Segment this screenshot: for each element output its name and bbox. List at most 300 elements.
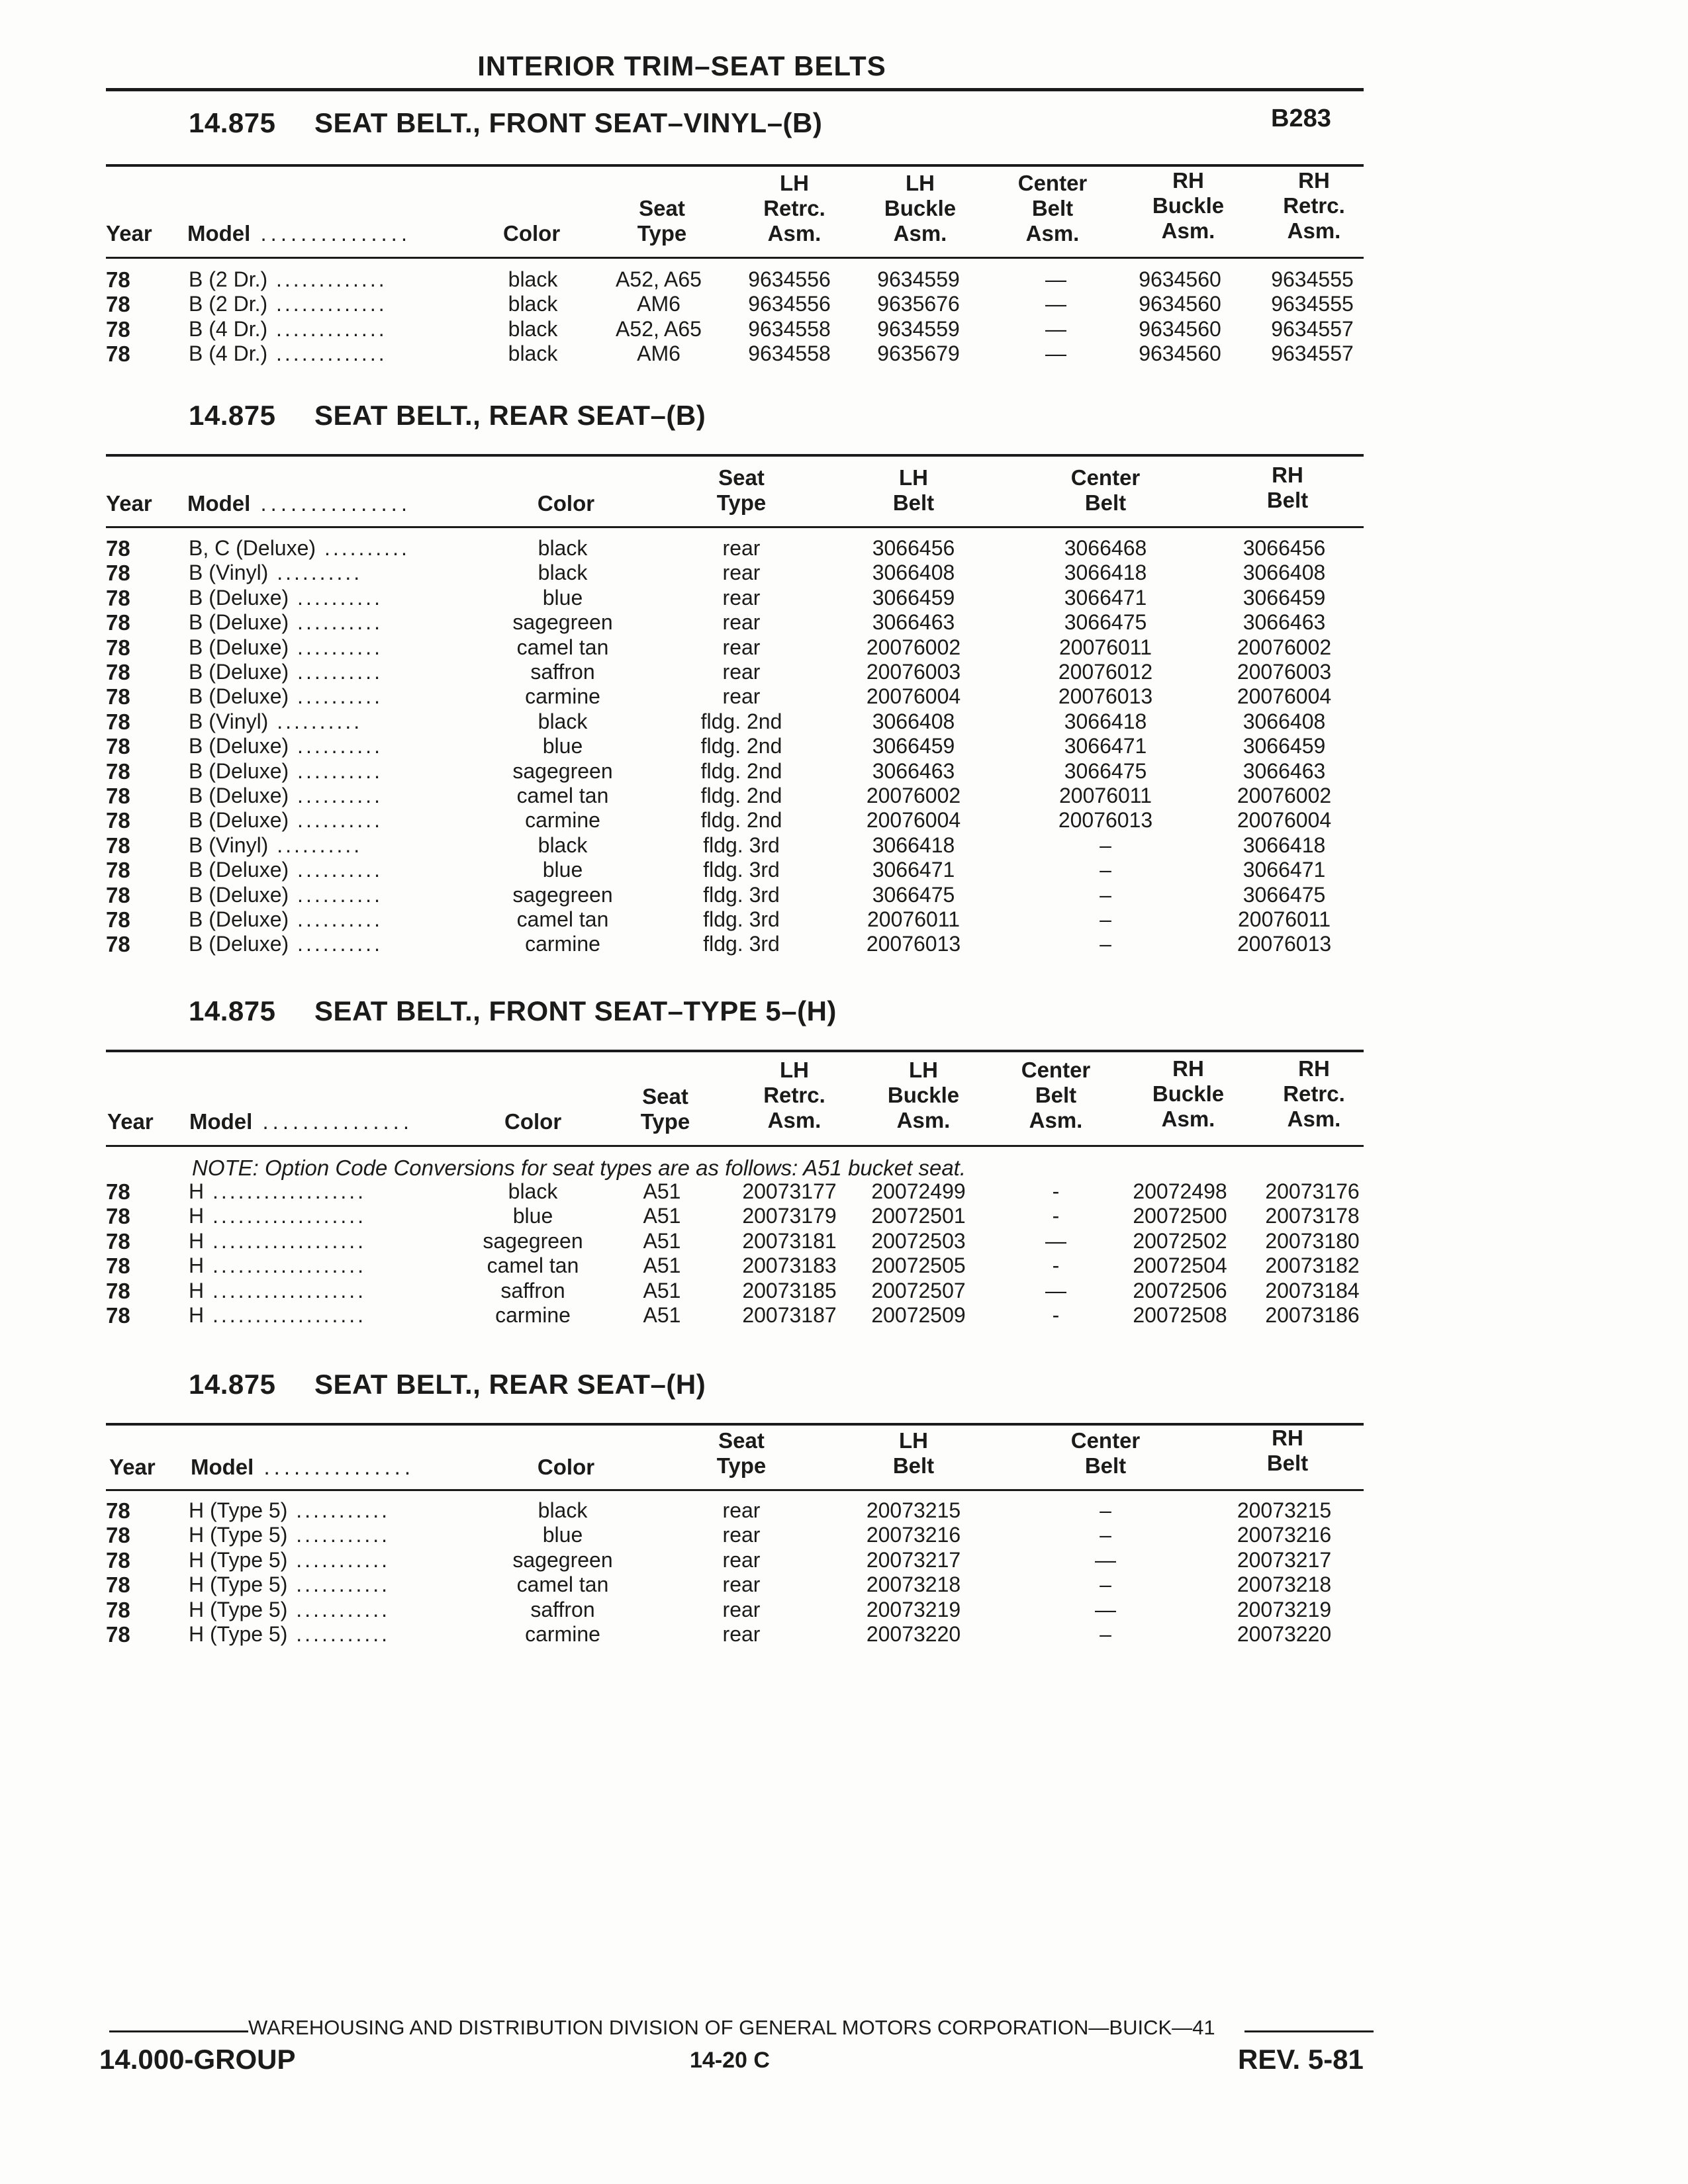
model-cell: B (Vinyl) .......... — [189, 561, 363, 585]
section-code: B283 — [1271, 105, 1331, 132]
center-belt-cell: 20076013 — [1058, 808, 1153, 833]
footer-rule-right — [1244, 2030, 1374, 2032]
model-cell: B (Deluxe) .......... — [189, 808, 383, 833]
seat-type-cell: rear — [722, 610, 761, 635]
footer-group: 14.000-GROUP — [99, 2044, 296, 2075]
seat-type-cell: rear — [722, 1523, 761, 1547]
lh-retrc-cell: 20073181 — [742, 1228, 837, 1253]
model-cell: B (Vinyl) .......... — [189, 833, 363, 857]
rh-retrc-cell: 9634557 — [1271, 341, 1354, 365]
center-belt-cell: – — [1100, 1572, 1111, 1597]
year-cell: 78 — [106, 341, 130, 366]
color-cell: sagegreen — [512, 1547, 613, 1572]
seat-type-cell: A52, A65 — [616, 267, 702, 291]
section-3-header-rule — [106, 1145, 1364, 1147]
model-cell: H .................. — [189, 1278, 367, 1302]
year-cell: 78 — [106, 833, 130, 858]
table-row — [0, 709, 1688, 734]
color-cell: saffron — [500, 1278, 565, 1302]
section-4-header-rule — [106, 1489, 1364, 1491]
rh-belt-cell: 20073218 — [1237, 1572, 1332, 1597]
lh-belt-cell: 20076003 — [866, 660, 961, 684]
seat-type-cell: rear — [722, 1498, 761, 1522]
color-cell: sagegreen — [512, 758, 613, 783]
model-cell: H (Type 5) ........... — [189, 1597, 391, 1621]
rh-belt-cell: 20073219 — [1237, 1597, 1332, 1621]
seat-type-cell: rear — [722, 536, 761, 560]
hdr-rh-retrc: RH Retrc. Asm. — [1283, 1056, 1345, 1131]
center-belt-cell: 3066418 — [1064, 561, 1147, 585]
color-cell: blue — [542, 1523, 583, 1547]
color-cell: carmine — [525, 808, 600, 833]
lh-retrc-cell: 9634558 — [748, 316, 831, 341]
table-row — [0, 808, 1688, 833]
rh-buckle-cell: 20072500 — [1133, 1204, 1227, 1228]
lh-buckle-cell: 9634559 — [877, 316, 960, 341]
hdr-model: Model ............... — [187, 221, 412, 246]
table-row — [0, 1279, 1688, 1303]
seat-type-cell: fldg. 2nd — [700, 784, 782, 807]
year-cell: 78 — [106, 292, 130, 317]
model-cell: H (Type 5) ........... — [189, 1572, 391, 1597]
table-row — [0, 932, 1688, 956]
table-row — [0, 292, 1688, 316]
hdr-lh-belt: LH Belt — [892, 1428, 935, 1478]
rh-retrc-cell: 20073180 — [1265, 1228, 1360, 1253]
hdr-year: Year — [106, 221, 152, 246]
rh-belt-cell: 20073217 — [1237, 1547, 1332, 1572]
hdr-rh-retrc: RH Retrc. Asm. — [1283, 168, 1345, 243]
footer-rule-left — [109, 2030, 248, 2032]
rh-belt-cell: 3066463 — [1243, 610, 1326, 635]
rh-belt-cell: 3066418 — [1243, 833, 1326, 857]
table-row — [0, 317, 1688, 341]
rh-belt-cell: 3066408 — [1243, 561, 1326, 585]
hdr-color: Color — [503, 221, 561, 246]
seat-type-cell: A52, A65 — [616, 316, 702, 341]
center-belt-cell: — — [1045, 1228, 1066, 1253]
year-cell: 78 — [106, 1228, 130, 1253]
rh-belt-cell: 20076002 — [1237, 635, 1332, 659]
color-cell: carmine — [525, 932, 600, 956]
rh-retrc-cell: 20073186 — [1265, 1303, 1360, 1327]
section-heading: SEAT BELT., FRONT SEAT–VINYL–(B) — [314, 107, 823, 138]
seat-type-cell: rear — [722, 1622, 761, 1646]
model-cell: H (Type 5) ........... — [189, 1622, 391, 1646]
color-cell: sagegreen — [512, 610, 613, 635]
seat-type-cell: fldg. 2nd — [700, 808, 782, 833]
model-cell: B (Deluxe) .......... — [189, 932, 383, 956]
hdr-seat-type: Seat Type — [640, 1084, 690, 1134]
seat-type-cell: rear — [722, 1597, 761, 1621]
seat-type-cell: fldg. 2nd — [700, 709, 782, 733]
lh-belt-cell: 3066456 — [872, 536, 955, 560]
section-heading: SEAT BELT., FRONT SEAT–TYPE 5–(H) — [314, 995, 837, 1026]
center-belt-cell: 20076012 — [1058, 660, 1153, 684]
rh-belt-cell: 3066456 — [1243, 536, 1326, 560]
lh-buckle-cell: 20072499 — [871, 1179, 966, 1203]
hdr-color: Color — [504, 1109, 562, 1134]
center-belt-cell: – — [1100, 907, 1111, 931]
color-cell: black — [508, 292, 558, 316]
seat-type-cell: AM6 — [637, 341, 680, 365]
rh-belt-cell: 20076011 — [1238, 907, 1331, 931]
color-cell: sagegreen — [512, 882, 613, 907]
model-cell: B (Deluxe) .......... — [189, 858, 383, 882]
center-belt-cell: 20076011 — [1059, 784, 1152, 807]
color-cell: black — [538, 709, 588, 733]
color-cell: carmine — [525, 1622, 600, 1646]
year-cell: 78 — [106, 1572, 130, 1598]
section-2-rule — [106, 454, 1364, 457]
table-row — [0, 833, 1688, 858]
hdr-seat-type: Seat Type — [637, 196, 687, 246]
section-3-rule — [106, 1050, 1364, 1052]
hdr-center-belt: Center Belt Asm. — [1021, 1058, 1091, 1132]
lh-belt-cell: 3066408 — [872, 561, 955, 585]
year-cell: 78 — [106, 1498, 130, 1523]
lh-belt-cell: 3066475 — [872, 882, 955, 907]
model-cell: H (Type 5) ........... — [189, 1547, 391, 1572]
lh-buckle-cell: 20072501 — [871, 1204, 966, 1228]
rh-belt-cell: 20076004 — [1237, 808, 1332, 833]
color-cell: black — [538, 833, 588, 857]
center-belt-cell: – — [1100, 1523, 1111, 1547]
table-row — [0, 1598, 1688, 1622]
hdr-lh-buckle: LH Buckle Asm. — [884, 171, 957, 246]
table-row — [0, 1622, 1688, 1647]
year-cell: 78 — [106, 882, 130, 907]
rh-belt-cell: 20073220 — [1237, 1622, 1332, 1646]
year-cell: 78 — [106, 684, 130, 709]
year-cell: 78 — [106, 610, 130, 635]
color-cell: blue — [512, 1204, 553, 1228]
model-cell: B (Deluxe) .......... — [189, 585, 383, 610]
rh-belt-cell: 20073216 — [1237, 1523, 1332, 1547]
center-belt-cell: 3066475 — [1064, 758, 1147, 783]
model-cell: B, C (Deluxe) .......... — [189, 536, 410, 560]
year-cell: 78 — [106, 1597, 130, 1622]
table-row — [0, 1204, 1688, 1228]
color-cell: black — [508, 341, 558, 365]
hdr-year: Year — [109, 1455, 156, 1479]
center-belt-cell: — — [1045, 316, 1066, 341]
lh-belt-cell: 20073217 — [866, 1547, 961, 1572]
hdr-rh-buckle: RH Buckle Asm. — [1152, 1056, 1225, 1131]
hdr-center-belt: Center Belt Asm. — [1017, 171, 1088, 246]
model-cell: H .................. — [189, 1179, 367, 1203]
table-row — [0, 1572, 1688, 1597]
center-belt-cell: - — [1052, 1253, 1060, 1278]
lh-belt-cell: 20073215 — [866, 1498, 961, 1522]
center-belt-cell: — — [1045, 267, 1066, 291]
section-heading: SEAT BELT., REAR SEAT–(H) — [314, 1369, 706, 1400]
lh-buckle-cell: 9635676 — [877, 292, 960, 316]
seat-type-cell: fldg. 2nd — [700, 758, 782, 783]
center-belt-cell: – — [1100, 1622, 1111, 1646]
model-cell: H (Type 5) ........... — [189, 1523, 391, 1547]
model-cell: B (4 Dr.) ............. — [189, 316, 387, 341]
rh-buckle-cell: 20072498 — [1133, 1179, 1227, 1203]
model-cell: H .................. — [189, 1303, 367, 1327]
table-row — [0, 586, 1688, 610]
hdr-year: Year — [106, 491, 152, 516]
seat-type-cell: rear — [722, 1547, 761, 1572]
year-cell: 78 — [106, 808, 130, 833]
lh-belt-cell: 20076002 — [866, 635, 961, 659]
table-row — [0, 684, 1688, 709]
rh-belt-cell: 20073215 — [1237, 1498, 1332, 1522]
year-cell: 78 — [106, 1204, 130, 1229]
rh-buckle-cell: 20072502 — [1133, 1228, 1227, 1253]
color-cell: blue — [542, 585, 583, 610]
table-row — [0, 734, 1688, 758]
year-cell: 78 — [106, 858, 130, 883]
page-title: INTERIOR TRIM–SEAT BELTS — [477, 50, 886, 81]
model-cell: B (Deluxe) .......... — [189, 882, 383, 907]
table-row — [0, 1523, 1688, 1547]
center-belt-cell: 3066475 — [1064, 610, 1147, 635]
table-row — [0, 660, 1688, 684]
year-cell: 78 — [106, 267, 130, 292]
center-belt-cell: — — [1045, 341, 1066, 365]
seat-type-cell: fldg. 3rd — [703, 932, 780, 956]
seat-type-cell: AM6 — [637, 292, 680, 316]
rh-buckle-cell: 9634560 — [1139, 267, 1221, 291]
rh-retrc-cell: 9634555 — [1271, 267, 1354, 291]
seat-type-cell: A51 — [643, 1253, 681, 1278]
year-cell: 78 — [106, 660, 130, 684]
center-belt-cell: 20076011 — [1059, 635, 1152, 659]
rh-retrc-cell: 9634557 — [1271, 316, 1354, 341]
color-cell: saffron — [530, 1597, 595, 1621]
seat-type-cell: fldg. 3rd — [703, 907, 780, 931]
rh-belt-cell: 3066459 — [1243, 585, 1326, 610]
seat-type-cell: rear — [722, 660, 761, 684]
rh-buckle-cell: 20072506 — [1133, 1278, 1227, 1302]
rh-retrc-cell: 20073182 — [1265, 1253, 1360, 1278]
seat-type-cell: fldg. 3rd — [703, 882, 780, 907]
color-cell: camel tan — [516, 907, 609, 931]
model-cell: H .................. — [189, 1228, 367, 1253]
model-cell: H .................. — [189, 1253, 367, 1278]
center-belt-cell: – — [1100, 932, 1111, 956]
lh-belt-cell: 3066418 — [872, 833, 955, 857]
model-cell: B (2 Dr.) ............. — [189, 267, 387, 291]
color-cell: black — [508, 1179, 558, 1203]
lh-belt-cell: 20073216 — [866, 1523, 961, 1547]
section-1-header-rule — [106, 257, 1364, 259]
center-belt-cell: – — [1100, 833, 1111, 857]
seat-type-cell: A51 — [643, 1179, 681, 1203]
table-row — [0, 267, 1688, 292]
rh-retrc-cell: 20073184 — [1265, 1278, 1360, 1302]
center-belt-cell: – — [1100, 882, 1111, 907]
section-number: 14.875 — [189, 1369, 276, 1400]
model-cell: B (2 Dr.) ............. — [189, 292, 387, 316]
hdr-seat-type: Seat Type — [716, 1428, 767, 1478]
color-cell: camel tan — [516, 635, 609, 659]
center-belt-cell: 3066471 — [1064, 585, 1147, 610]
color-cell: black — [538, 561, 588, 585]
section-1-title — [189, 107, 822, 139]
table-row — [0, 858, 1688, 882]
seat-type-cell: rear — [722, 585, 761, 610]
lh-buckle-cell: 20072507 — [871, 1278, 966, 1302]
hdr-lh-belt: LH Belt — [892, 465, 935, 515]
seat-type-cell: rear — [722, 1572, 761, 1597]
lh-belt-cell: 3066463 — [872, 610, 955, 635]
center-belt-cell: 3066471 — [1064, 734, 1147, 758]
lh-belt-cell: 20076004 — [866, 808, 961, 833]
section-number: 14.875 — [189, 107, 276, 138]
color-cell: camel tan — [516, 784, 609, 807]
year-cell: 78 — [106, 1179, 130, 1204]
section-2-title — [189, 400, 706, 432]
model-cell: H .................. — [189, 1204, 367, 1228]
center-belt-cell: - — [1052, 1179, 1060, 1203]
table-row — [0, 759, 1688, 784]
seat-type-cell: rear — [722, 561, 761, 585]
model-cell: B (Deluxe) .......... — [189, 610, 383, 635]
year-cell: 78 — [106, 1622, 130, 1647]
rh-buckle-cell: 9634560 — [1139, 341, 1221, 365]
lh-retrc-cell: 20073187 — [742, 1303, 837, 1327]
section-number: 14.875 — [189, 995, 276, 1026]
color-cell: blue — [542, 734, 583, 758]
title-rule — [106, 88, 1364, 91]
table-row — [0, 1303, 1688, 1328]
color-cell: black — [508, 267, 558, 291]
color-cell: blue — [542, 858, 583, 882]
color-cell: saffron — [530, 660, 595, 684]
hdr-lh-retrc: LH Retrc. Asm. — [763, 1058, 825, 1132]
lh-belt-cell: 3066471 — [872, 858, 955, 882]
rh-belt-cell: 3066459 — [1243, 734, 1326, 758]
lh-belt-cell: 3066408 — [872, 709, 955, 733]
footer-revision: REV. 5-81 — [1238, 2044, 1364, 2075]
year-cell: 78 — [106, 758, 130, 784]
seat-type-cell: fldg. 3rd — [703, 833, 780, 857]
hdr-lh-buckle: LH Buckle Asm. — [887, 1058, 960, 1132]
rh-belt-cell: 3066475 — [1243, 882, 1326, 907]
lh-belt-cell: 20073219 — [866, 1597, 961, 1621]
color-cell: camel tan — [487, 1253, 579, 1278]
section-3-title — [189, 995, 837, 1027]
model-cell: B (Vinyl) .......... — [189, 709, 363, 733]
model-cell: B (Deluxe) .......... — [189, 907, 383, 931]
rh-belt-cell: 3066463 — [1243, 758, 1326, 783]
year-cell: 78 — [106, 784, 130, 808]
seat-type-cell: fldg. 3rd — [703, 858, 780, 882]
table-row — [0, 561, 1688, 585]
hdr-center-belt: Center Belt — [1070, 1428, 1141, 1478]
lh-buckle-cell: 9635679 — [877, 341, 960, 365]
year-cell: 78 — [106, 1523, 130, 1548]
lh-belt-cell: 20076002 — [866, 784, 961, 807]
hdr-rh-belt: RH Belt — [1266, 1426, 1309, 1475]
center-belt-cell: 20076013 — [1058, 684, 1153, 709]
rh-buckle-cell: 9634560 — [1139, 316, 1221, 341]
rh-belt-cell: 20076013 — [1237, 932, 1332, 956]
year-cell: 78 — [106, 1303, 130, 1328]
model-cell: B (Deluxe) .......... — [189, 660, 383, 684]
section-4-rule — [106, 1423, 1364, 1426]
center-belt-cell: – — [1100, 1498, 1111, 1522]
rh-belt-cell: 3066408 — [1243, 709, 1326, 733]
section-2-header-rule — [106, 526, 1364, 528]
hdr-color: Color — [537, 491, 595, 516]
model-cell: B (Deluxe) .......... — [189, 784, 383, 807]
table-row — [0, 1179, 1688, 1204]
year-cell: 78 — [106, 709, 130, 734]
model-cell: B (Deluxe) .......... — [189, 734, 383, 758]
rh-retrc-cell: 9634555 — [1271, 292, 1354, 316]
seat-type-cell: A51 — [643, 1204, 681, 1228]
lh-belt-cell: 20073218 — [866, 1572, 961, 1597]
year-cell: 78 — [106, 1253, 130, 1279]
lh-retrc-cell: 9634558 — [748, 341, 831, 365]
lh-belt-cell: 20076011 — [867, 907, 960, 931]
hdr-model: Model ............... — [189, 1109, 414, 1134]
rh-retrc-cell: 20073176 — [1265, 1179, 1360, 1203]
lh-retrc-cell: 20073185 — [742, 1278, 837, 1302]
year-cell: 78 — [106, 585, 130, 610]
model-cell: B (4 Dr.) ............. — [189, 341, 387, 365]
center-belt-cell: — — [1045, 292, 1066, 316]
table-row — [0, 610, 1688, 635]
lh-belt-cell: 3066463 — [872, 758, 955, 783]
seat-type-cell: A51 — [643, 1278, 681, 1302]
model-cell: H (Type 5) ........... — [189, 1498, 391, 1522]
center-belt-cell: – — [1100, 858, 1111, 882]
color-cell: sagegreen — [483, 1228, 583, 1253]
table-row — [0, 341, 1688, 366]
option-code-note: NOTE: Option Code Conversions for seat types are as follows: A51 bucket seat. — [192, 1156, 966, 1180]
hdr-model: Model ............... — [187, 491, 412, 516]
rh-belt-cell: 20076003 — [1237, 660, 1332, 684]
year-cell: 78 — [106, 635, 130, 660]
color-cell: black — [538, 1498, 588, 1522]
table-row — [0, 883, 1688, 907]
center-belt-cell: — — [1095, 1547, 1116, 1572]
year-cell: 78 — [106, 734, 130, 759]
year-cell: 78 — [106, 536, 130, 561]
table-row — [0, 1498, 1688, 1523]
center-belt-cell: - — [1052, 1204, 1060, 1228]
year-cell: 78 — [106, 932, 130, 957]
rh-belt-cell: 20076004 — [1237, 684, 1332, 709]
year-cell: 78 — [106, 1278, 130, 1303]
lh-belt-cell: 20073220 — [866, 1622, 961, 1646]
rh-belt-cell: 20076002 — [1237, 784, 1332, 807]
year-cell: 78 — [106, 1547, 130, 1572]
hdr-seat-type: Seat Type — [716, 465, 767, 515]
color-cell: black — [538, 536, 588, 560]
footer-page-number: 14-20 C — [690, 2048, 770, 2073]
lh-belt-cell: 3066459 — [872, 585, 955, 610]
center-belt-cell: — — [1095, 1597, 1116, 1621]
hdr-center-belt: Center Belt — [1070, 465, 1141, 515]
seat-type-cell: A51 — [643, 1303, 681, 1327]
lh-retrc-cell: 9634556 — [748, 292, 831, 316]
lh-buckle-cell: 20072503 — [871, 1228, 966, 1253]
lh-belt-cell: 20076013 — [866, 932, 961, 956]
model-cell: B (Deluxe) .......... — [189, 758, 383, 783]
lh-belt-cell: 3066459 — [872, 734, 955, 758]
hdr-model: Model ............... — [191, 1455, 415, 1479]
rh-belt-cell: 3066471 — [1243, 858, 1326, 882]
